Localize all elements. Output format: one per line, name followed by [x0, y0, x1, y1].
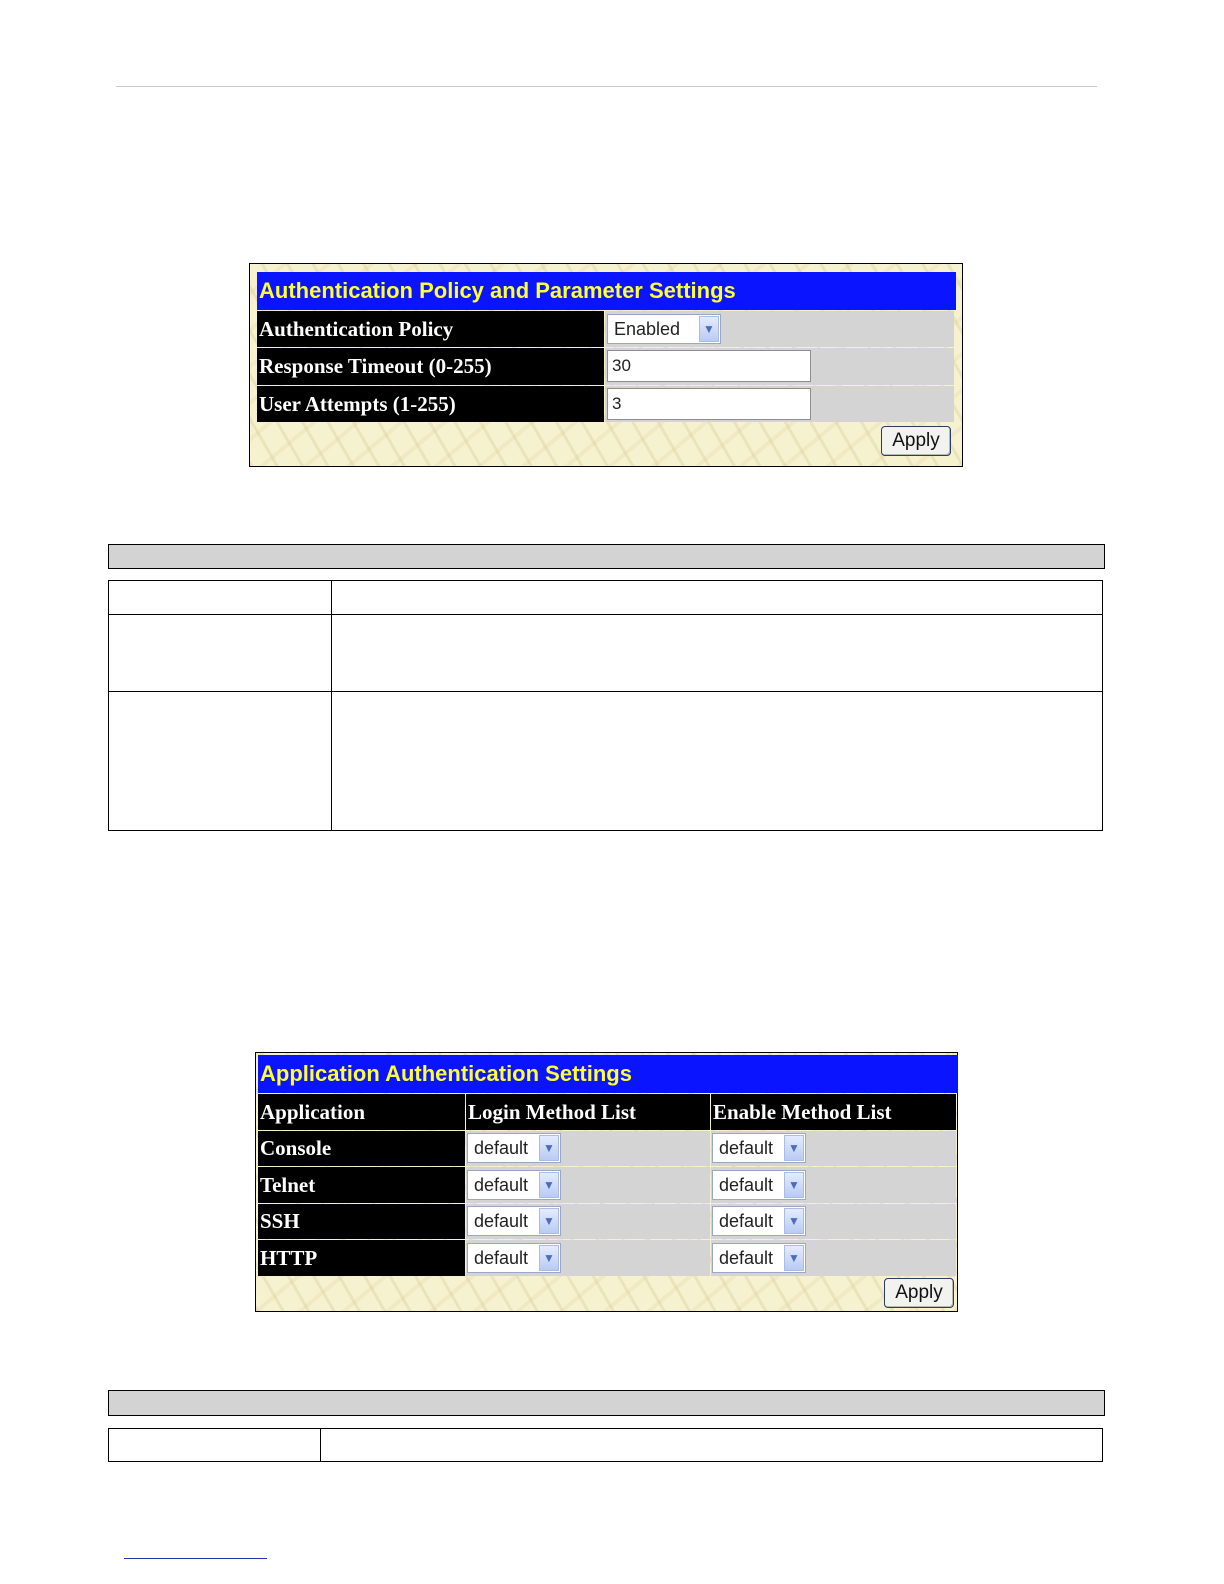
selected-value: default	[719, 1137, 774, 1158]
ssh-enable-method-select[interactable]	[712, 1206, 806, 1236]
chevron-down-icon[interactable]: ▼	[784, 1245, 804, 1271]
footer-link-rule	[124, 1558, 267, 1559]
user-attempts-input[interactable]	[607, 388, 811, 420]
chevron-down-icon[interactable]: ▼	[539, 1208, 559, 1234]
chevron-down-icon[interactable]: ▼	[539, 1245, 559, 1271]
app-row-label-telnet: Telnet	[258, 1167, 465, 1203]
apply-button[interactable]: Apply	[881, 426, 951, 456]
doc-table-header-bar	[108, 544, 1105, 569]
auth-policy-select[interactable]	[607, 314, 721, 344]
selected-value: default	[474, 1210, 529, 1231]
http-login-method-select[interactable]	[467, 1243, 561, 1273]
user-attempts-value-cell	[605, 386, 954, 422]
app-auth-panel	[255, 1052, 958, 1312]
chevron-down-icon[interactable]: ▼	[784, 1172, 804, 1198]
selected-value: default	[719, 1174, 774, 1195]
console-login-method-select[interactable]	[467, 1133, 561, 1163]
telnet-login-method-select[interactable]	[467, 1170, 561, 1200]
apply-button[interactable]: Apply	[884, 1278, 954, 1308]
chevron-down-icon[interactable]: ▼	[784, 1135, 804, 1161]
panel-title: Application Authentication Settings	[258, 1055, 958, 1093]
selected-value: default	[474, 1137, 529, 1158]
selected-value: default	[474, 1247, 529, 1268]
column-header-application: Application	[258, 1094, 465, 1130]
ssh-login-method-select[interactable]	[467, 1206, 561, 1236]
doc-table-header-bar	[108, 1390, 1105, 1416]
parameter-description-table	[108, 580, 1103, 831]
login-method-cell	[466, 1204, 710, 1239]
enable-method-cell	[711, 1204, 956, 1239]
column-header-enable-method: Enable Method List	[711, 1094, 956, 1130]
auth-policy-label: Authentication Policy	[257, 311, 604, 347]
table-row	[109, 691, 1102, 692]
auth-policy-panel	[249, 263, 963, 467]
chevron-down-icon[interactable]: ▼	[784, 1208, 804, 1234]
enable-method-cell	[711, 1240, 956, 1276]
selected-value: default	[474, 1174, 529, 1195]
selected-value: default	[719, 1210, 774, 1231]
response-timeout-value-cell	[605, 348, 954, 385]
auth-policy-selected: Enabled	[614, 318, 681, 339]
auth-policy-value-cell	[605, 311, 954, 347]
column-header-login-method: Login Method List	[466, 1094, 710, 1130]
user-attempts-label: User Attempts (1-255)	[257, 386, 604, 422]
table-column-divider	[320, 1429, 321, 1461]
app-row-label-http: HTTP	[258, 1240, 465, 1276]
panel-title: Authentication Policy and Parameter Settings	[257, 272, 956, 310]
login-method-cell	[466, 1167, 710, 1203]
selected-value: default	[719, 1247, 774, 1268]
page-header-rule	[116, 86, 1097, 87]
http-enable-method-select[interactable]	[712, 1243, 806, 1273]
enable-method-cell	[711, 1167, 956, 1203]
app-row-label-ssh: SSH	[258, 1204, 465, 1239]
chevron-down-icon[interactable]: ▼	[539, 1135, 559, 1161]
enable-method-cell	[711, 1131, 956, 1166]
response-timeout-input[interactable]	[607, 350, 811, 382]
table-row	[109, 614, 1102, 615]
chevron-down-icon[interactable]: ▼	[699, 316, 719, 342]
chevron-down-icon[interactable]: ▼	[539, 1172, 559, 1198]
app-row-label-console: Console	[258, 1131, 465, 1166]
table-column-divider	[331, 581, 332, 830]
application-description-table	[108, 1428, 1103, 1462]
telnet-enable-method-select[interactable]	[712, 1170, 806, 1200]
login-method-cell	[466, 1131, 710, 1166]
response-timeout-label: Response Timeout (0-255)	[257, 348, 604, 385]
console-enable-method-select[interactable]	[712, 1133, 806, 1163]
login-method-cell	[466, 1240, 710, 1276]
